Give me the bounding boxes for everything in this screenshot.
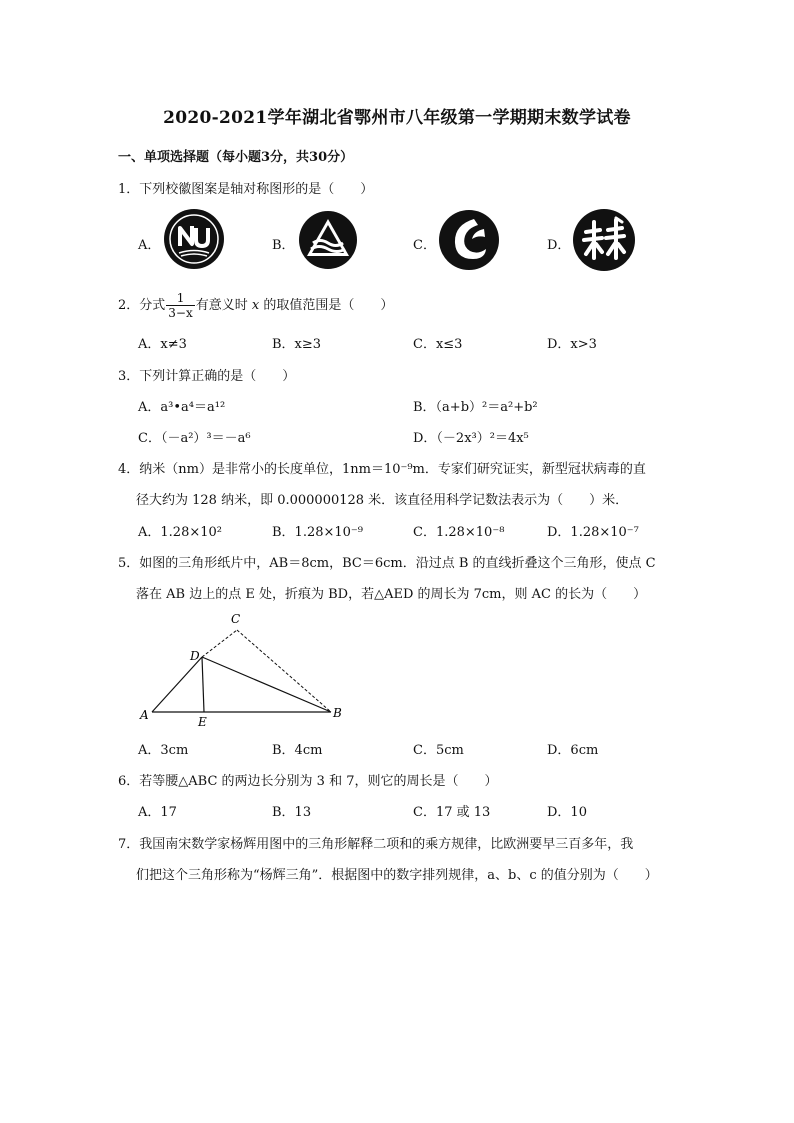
q6-option-c: C．17 或 13 (413, 805, 491, 820)
q2-option-c: C．x≤3 (413, 337, 463, 352)
point-label-c: C (231, 612, 241, 626)
q1-option-b-label: B． (272, 238, 295, 253)
q6-option-d: D．10 (547, 805, 587, 820)
q3-option-b: B．（a+b）²＝a²+b² (413, 400, 538, 415)
q2-fraction (166, 291, 194, 320)
q3-option-d: D．（－2x³）²＝4x⁵ (413, 431, 529, 446)
q5-option-a: A．3cm (138, 743, 189, 758)
q2-fraction-numerator: 1 (166, 291, 194, 306)
q2-fraction-denominator: 3−x (168, 306, 193, 320)
q5-line-1: 5．如图的三角形纸片中，AB＝8cm，BC＝6cm．沿过点 B 的直线折叠这个三角形，使点 C (118, 556, 656, 571)
q2-stem (118, 291, 393, 320)
point-label-d: D (190, 649, 200, 663)
q3-option-a: A．a³•a⁴＝a¹² (138, 400, 226, 415)
q7-line-1: 7．我国南宋数学家杨辉用图中的三角形解释二项和的乘方规律，比欧洲要早三百多年，我 (118, 837, 634, 852)
segment-cb-dashed (237, 630, 331, 712)
q1-stem: 1．下列校徽图案是轴对称图形的是（ ） (118, 182, 374, 197)
q2-variable: x (251, 298, 260, 313)
emblem-icon-triangle-waves (298, 210, 358, 270)
q3-stem: 3．下列计算正确的是（ ） (118, 369, 296, 384)
q6-stem: 6．若等腰△ABC 的两边长分别为 3 和 7，则它的周长是（ ） (118, 774, 498, 789)
q5-option-d: D．6cm (547, 743, 599, 758)
q4-option-b: B．1.28×10⁻⁹ (272, 525, 364, 540)
q7-line-2: 们把这个三角形称为“杨辉三角”．根据图中的数字排列规律，a、b、c 的值分别为（ ） (136, 868, 658, 883)
q5-line-2: 落在 AB 边上的点 E 处，折痕为 BD，若△AED 的周长为 7cm，则 AC 的长为（ ） (136, 587, 647, 602)
q4-option-d: D．1.28×10⁻⁷ (547, 525, 639, 540)
q1-option-a-label: A． (138, 238, 161, 253)
section-heading: 一、单项选择题（每小题3分，共30分） (118, 150, 354, 165)
segment-dc-dashed (202, 630, 237, 657)
segment-de (202, 657, 204, 712)
q5-option-b: B．4cm (272, 743, 323, 758)
q4-line-2: 径大约为 128 纳米，即 0.000000128 米．该直径用科学记数法表示为（ ）米． (136, 493, 629, 508)
q1-option-d-label: D． (547, 238, 571, 253)
q6-option-b: B．13 (272, 805, 312, 820)
point-label-e: E (198, 715, 207, 727)
q4-option-a: A．1.28×10² (138, 525, 222, 540)
emblem-icon-swirl (438, 209, 500, 271)
q2-option-b: B．x≥3 (272, 337, 322, 352)
point-label-a: A (140, 708, 149, 722)
q5-triangle-figure (132, 605, 352, 727)
q3-option-c: C．（－a²）³＝－a⁶ (138, 431, 251, 446)
q4-option-c: C．1.28×10⁻⁸ (413, 525, 505, 540)
q2-option-d: D．x>3 (547, 337, 597, 352)
segment-db (202, 657, 331, 712)
q4-line-1: 4．纳米（nm）是非常小的长度单位，1nm＝10⁻⁹m．专家们研究证实，新型冠状病毒的直 (118, 462, 646, 477)
q2-suffix-b: 的取值范围是（ ） (259, 298, 394, 313)
page-title: 2020-2021学年湖北省鄂州市八年级第一学期期末数学试卷 (163, 108, 631, 128)
segment-ad (152, 657, 202, 712)
q2-prefix: 2．分式 (118, 298, 166, 313)
q5-option-c: C．5cm (413, 743, 464, 758)
emblem-icon-nu (163, 208, 225, 270)
q2-suffix-a: 有意义时 (195, 298, 252, 313)
q2-option-a: A．x≠3 (138, 337, 187, 352)
emblem-icon-calligraphy (572, 208, 636, 272)
q6-option-a: A．17 (138, 805, 177, 820)
q1-option-c-label: C． (413, 238, 436, 253)
point-label-b: B (333, 706, 342, 720)
